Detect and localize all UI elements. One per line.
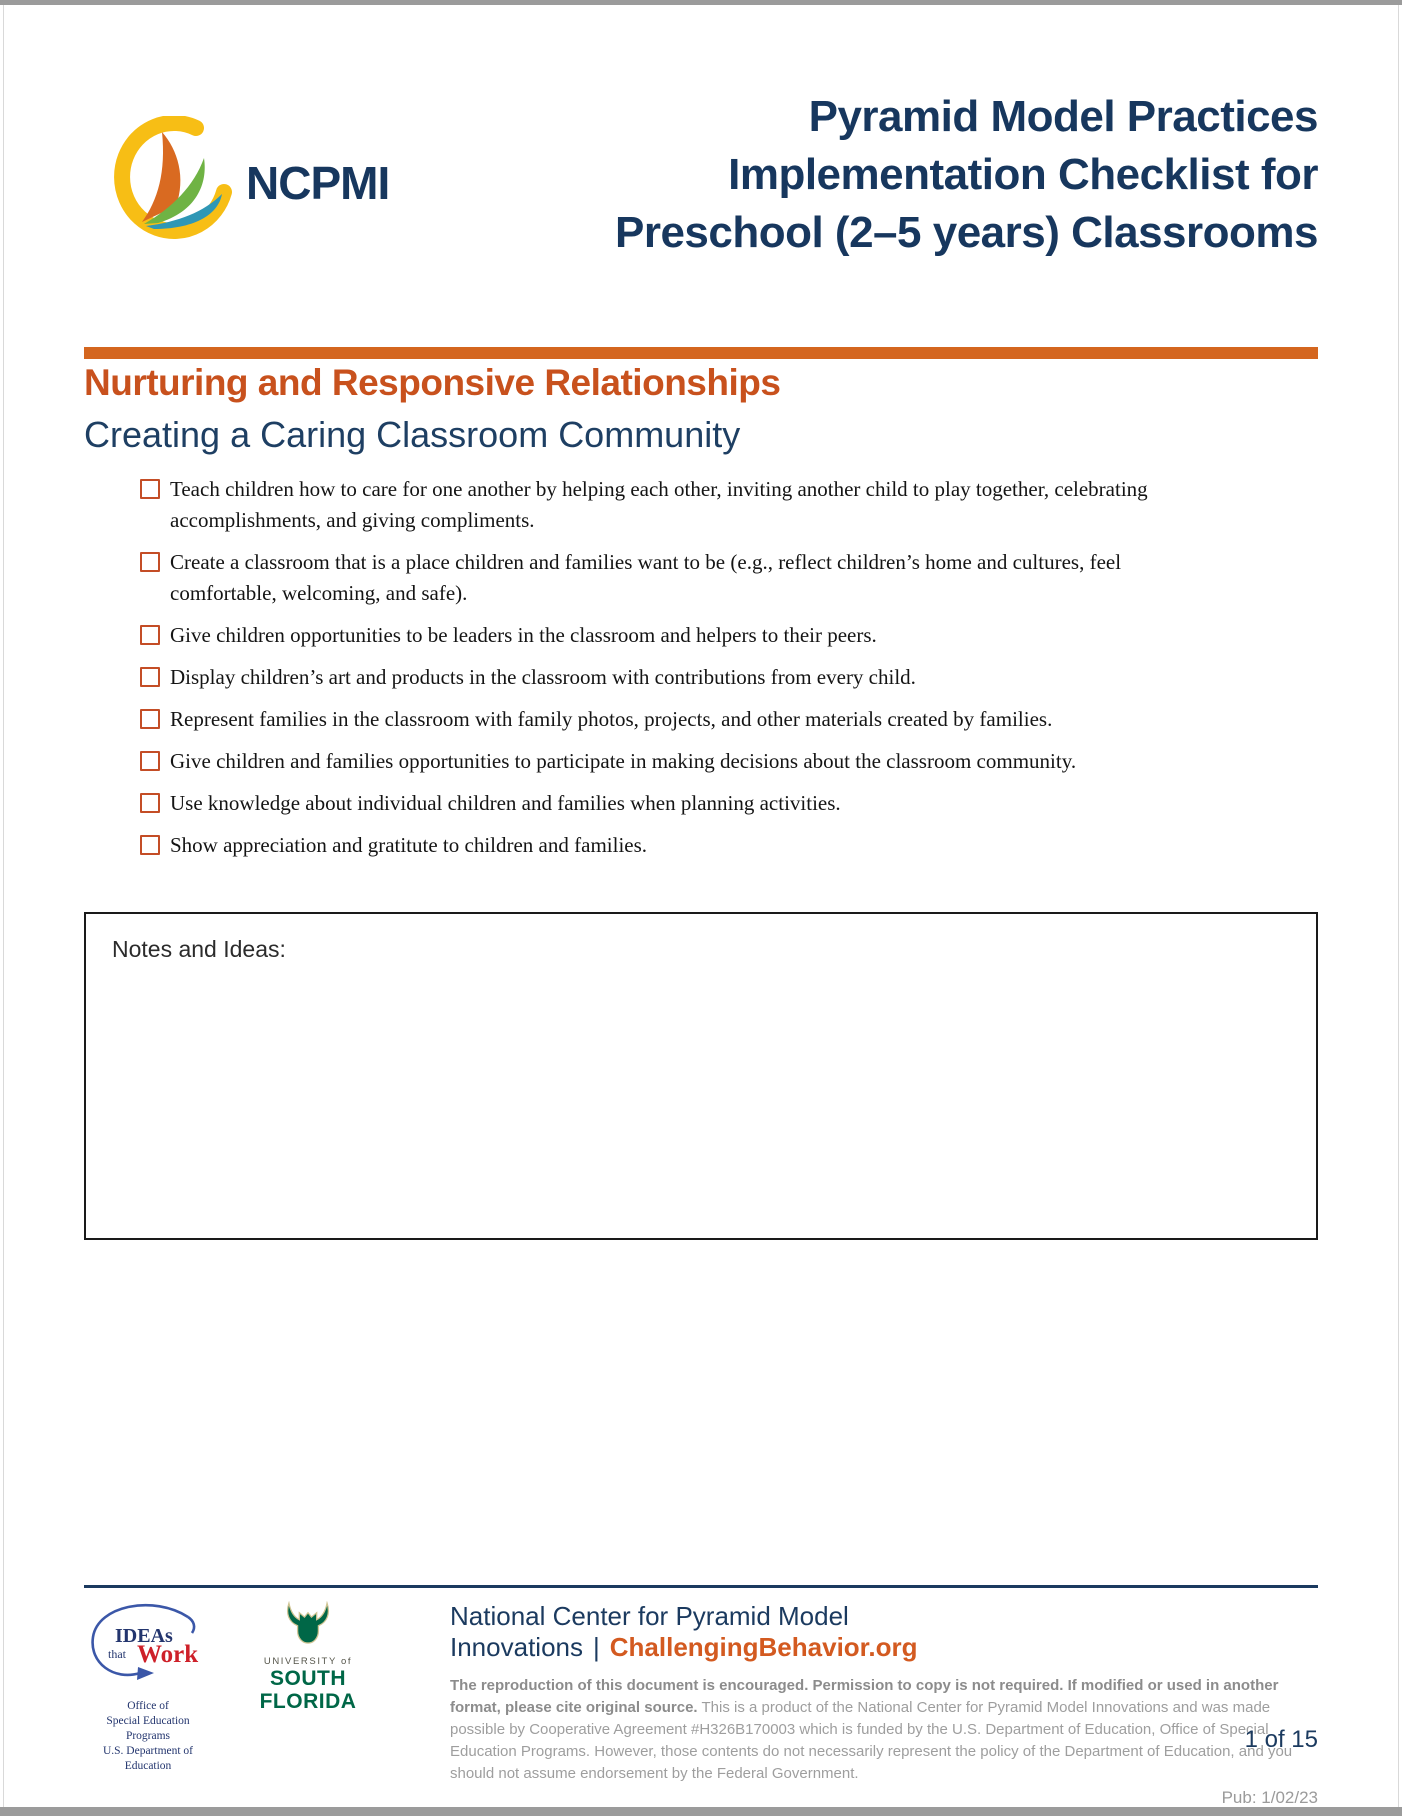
ideas-word: IDEAs (115, 1625, 173, 1647)
footer-fine-print (450, 1675, 1318, 1785)
fine-print-bold: The reproduction of this document is encouraged. Permission to copy is not required. If modified or used in another format, please cite original source. (450, 1677, 1279, 1716)
orange-divider-bar (84, 347, 1318, 359)
checklist-item-text: Teach children how to care for one another by helping each other, inviting another child to play together, celebrating accomplishments, and giving compliments. (170, 477, 1148, 532)
document-title (615, 88, 1318, 262)
footer-divider-rule (84, 1585, 1318, 1588)
checkbox-item-4[interactable] (140, 667, 160, 687)
checklist-item-text: Use knowledge about individual children and families when planning activities. (170, 791, 841, 815)
checkbox-item-1[interactable] (140, 479, 160, 499)
ideas-word-work: Work (137, 1641, 199, 1668)
notes-label: Notes and Ideas: (112, 936, 286, 962)
section-subheading: Creating a Caring Classroom Community (84, 414, 741, 455)
ideas-sub-line: Office of (127, 1700, 169, 1712)
checkbox-item-2[interactable] (140, 552, 160, 572)
section-heading: Nurturing and Responsive Relationships (84, 362, 781, 403)
ncpmi-swirl-icon (100, 116, 240, 244)
viewer-bottom-edge (0, 1807, 1402, 1816)
checkbox-item-8[interactable] (140, 835, 160, 855)
ncpmi-logo-text: NCPMI (246, 157, 390, 209)
page-right-border (1398, 5, 1399, 1807)
checklist-item (84, 547, 1175, 609)
checklist-item (84, 474, 1175, 536)
checklist-item-text: Show appreciation and gratitute to children and families. (170, 833, 648, 857)
footer-website-link[interactable]: ChallengingBehavior.org (609, 1632, 918, 1662)
notes-box[interactable] (84, 912, 1318, 1240)
checkbox-item-7[interactable] (140, 793, 160, 813)
usf-logo (252, 1601, 364, 1713)
checklist-item-text: Create a classroom that is a place children and families want to be (e.g., reflect children’s home and cultures, feel comfortable, welcoming, and safe). (170, 550, 1122, 605)
ncpmi-logo (100, 116, 389, 244)
publication-date: Pub: 1/02/23 (1221, 1788, 1318, 1807)
fine-print-regular: This is a product of the National Center for Pyramid Model Innovations and was made possible by Cooperative Agreement #H326B170003 which is funded by the U.S. Department of Education, Office of Special Education Programs. However, those contents do not necessarily represent the policy of the Department of Education, and you should not assume endorsement by the Federal Government. (450, 1699, 1293, 1782)
checklist-item-text: Represent families in the classroom with family photos, projects, and other materials created by families. (170, 707, 1053, 731)
viewer-top-edge (0, 0, 1402, 5)
ideas-word-that: that (108, 1647, 126, 1661)
footer-text-block (450, 1601, 1318, 1808)
checklist-item (84, 830, 1175, 861)
checklist-item-text: Display children’s art and products in the classroom with contributions from every child. (170, 665, 916, 689)
ideas-sub-line: Special Education Programs (106, 1715, 190, 1742)
checklist-item (84, 788, 1175, 819)
page-number: 1 of 15 (1244, 1726, 1318, 1753)
checklist-item (84, 620, 1175, 651)
usf-name-line2: FLORIDA (259, 1690, 357, 1713)
ideas-that-work-logo (84, 1601, 212, 1774)
footer-org-name: National Center for Pyramid Model Innovations (450, 1601, 849, 1662)
page-left-border (3, 5, 4, 1807)
checklist-item (84, 662, 1175, 693)
checkbox-item-3[interactable] (140, 625, 160, 645)
usf-bull-icon (282, 1601, 334, 1647)
checkbox-item-5[interactable] (140, 709, 160, 729)
practices-checklist (84, 474, 1264, 872)
checkbox-item-6[interactable] (140, 751, 160, 771)
footer-divider: | (592, 1632, 600, 1662)
header (84, 88, 1318, 262)
ideas-sub-line: U.S. Department of Education (102, 1745, 194, 1772)
checklist-item-text: Give children and families opportunities to participate in making decisions about the classroom community. (170, 749, 1077, 773)
document-title-line1: Pyramid Model Practices (808, 92, 1318, 141)
checklist-item (84, 704, 1175, 735)
footer (84, 1585, 1318, 1808)
checklist-item-text: Give children opportunities to be leaders in the classroom and helpers to their peers. (170, 623, 877, 647)
document-title-line3: Preschool (2–5 years) Classrooms (614, 208, 1318, 257)
usf-name-line1: SOUTH (270, 1667, 346, 1690)
checklist-item (84, 746, 1175, 777)
usf-university-text: UNIVERSITY of (263, 1656, 353, 1667)
document-title-line2: Implementation Checklist for (728, 150, 1318, 199)
